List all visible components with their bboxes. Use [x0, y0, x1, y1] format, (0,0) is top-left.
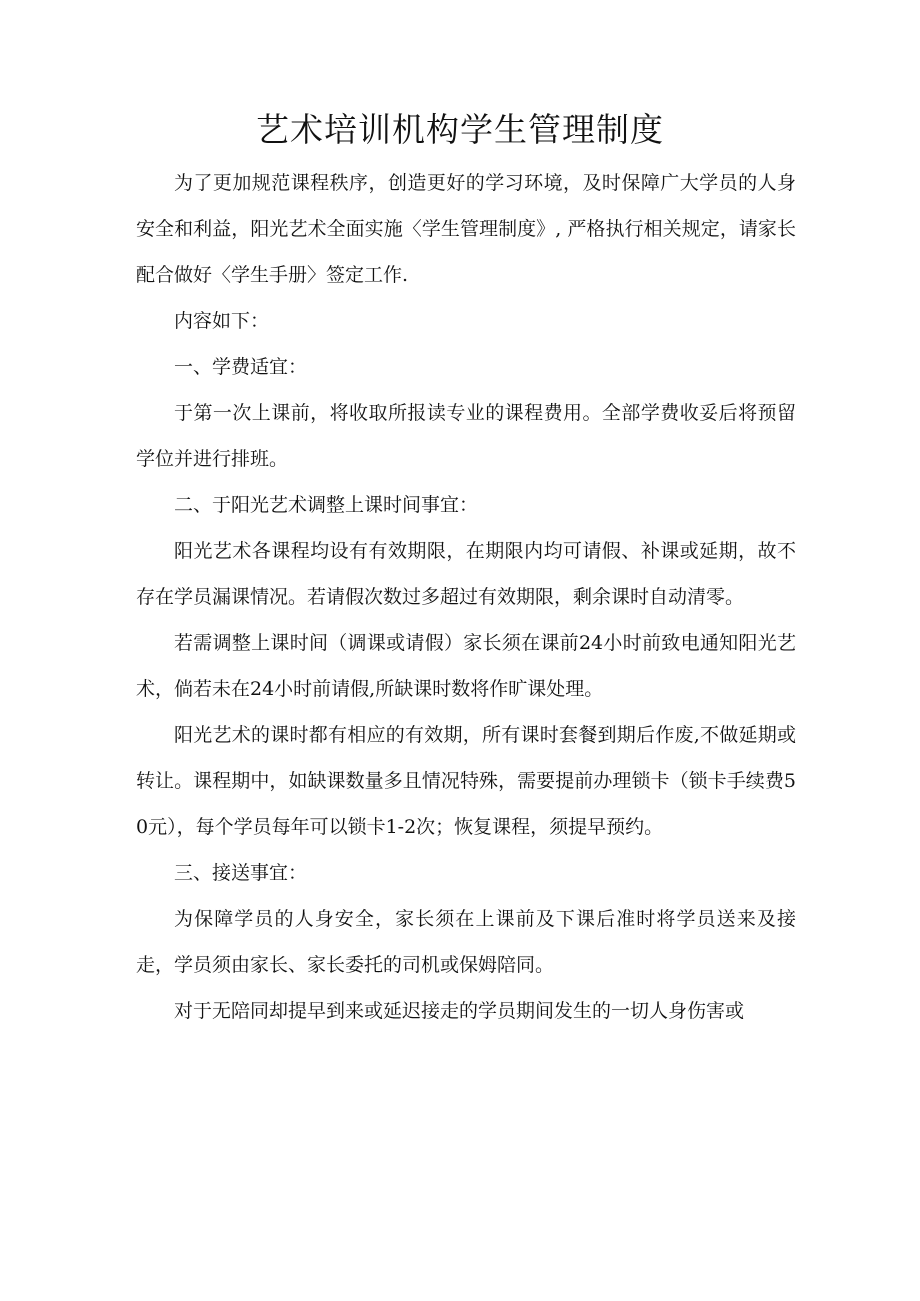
pickup-paragraph-safety: 为保障学员的人身安全，家长须在上课前及下课后准时将学员送来及接走，学员须由家长、家长委托的司机或保姆陪同。: [136, 908, 796, 976]
section-heading-schedule: 二、于阳光艺术调整上课时间事宜：: [174, 494, 479, 516]
intro-paragraph: 为了更加规范课程秩序，创造更好的学习环境，及时保障广大学员的人身安全和利益，阳光艺术全面实施〈学生管理制度》, 严格执行相关规定，请家长配合做好〈学生手册〉签定工作.: [136, 172, 796, 286]
schedule-paragraph-validity: 阳光艺术各课程均设有有效期限，在期限内均可请假、补课或延期，故不存在学员漏课情况。若请假次数过多超过有效期限，剩余课时自动清零。: [136, 540, 796, 608]
tuition-paragraph: 于第一次上课前，将收取所报读专业的课程费用。全部学费收妥后将预留学位并进行排班。: [136, 402, 796, 470]
document-title: 艺术培训机构学生管理制度: [256, 110, 664, 149]
content-heading: 内容如下：: [174, 310, 270, 332]
document-body: [136, 160, 796, 1034]
pickup-paragraph-liability: 对于无陪同却提早到来或延迟接走的学员期间发生的一切人身伤害或: [174, 1000, 745, 1022]
schedule-paragraph-leave: 若需调整上课时间（调课或请假）家长须在课前24小时前致电通知阳光艺术，倘若未在24小时前请假,所缺课时数将作旷课处理。: [136, 632, 796, 700]
section-heading-pickup: 三、接送事宜：: [174, 862, 308, 884]
schedule-paragraph-expiry: 阳光艺术的课时都有相应的有效期，所有课时套餐到期后作废,不做延期或转让。课程期中，如缺课数量多且情况特殊，需要提前办理锁卡（锁卡手续费50元），每个学员每年可以锁卡1-2次；恢复课程，须提早预约。: [136, 724, 796, 838]
section-heading-tuition: 一、学费适宜：: [174, 356, 308, 378]
